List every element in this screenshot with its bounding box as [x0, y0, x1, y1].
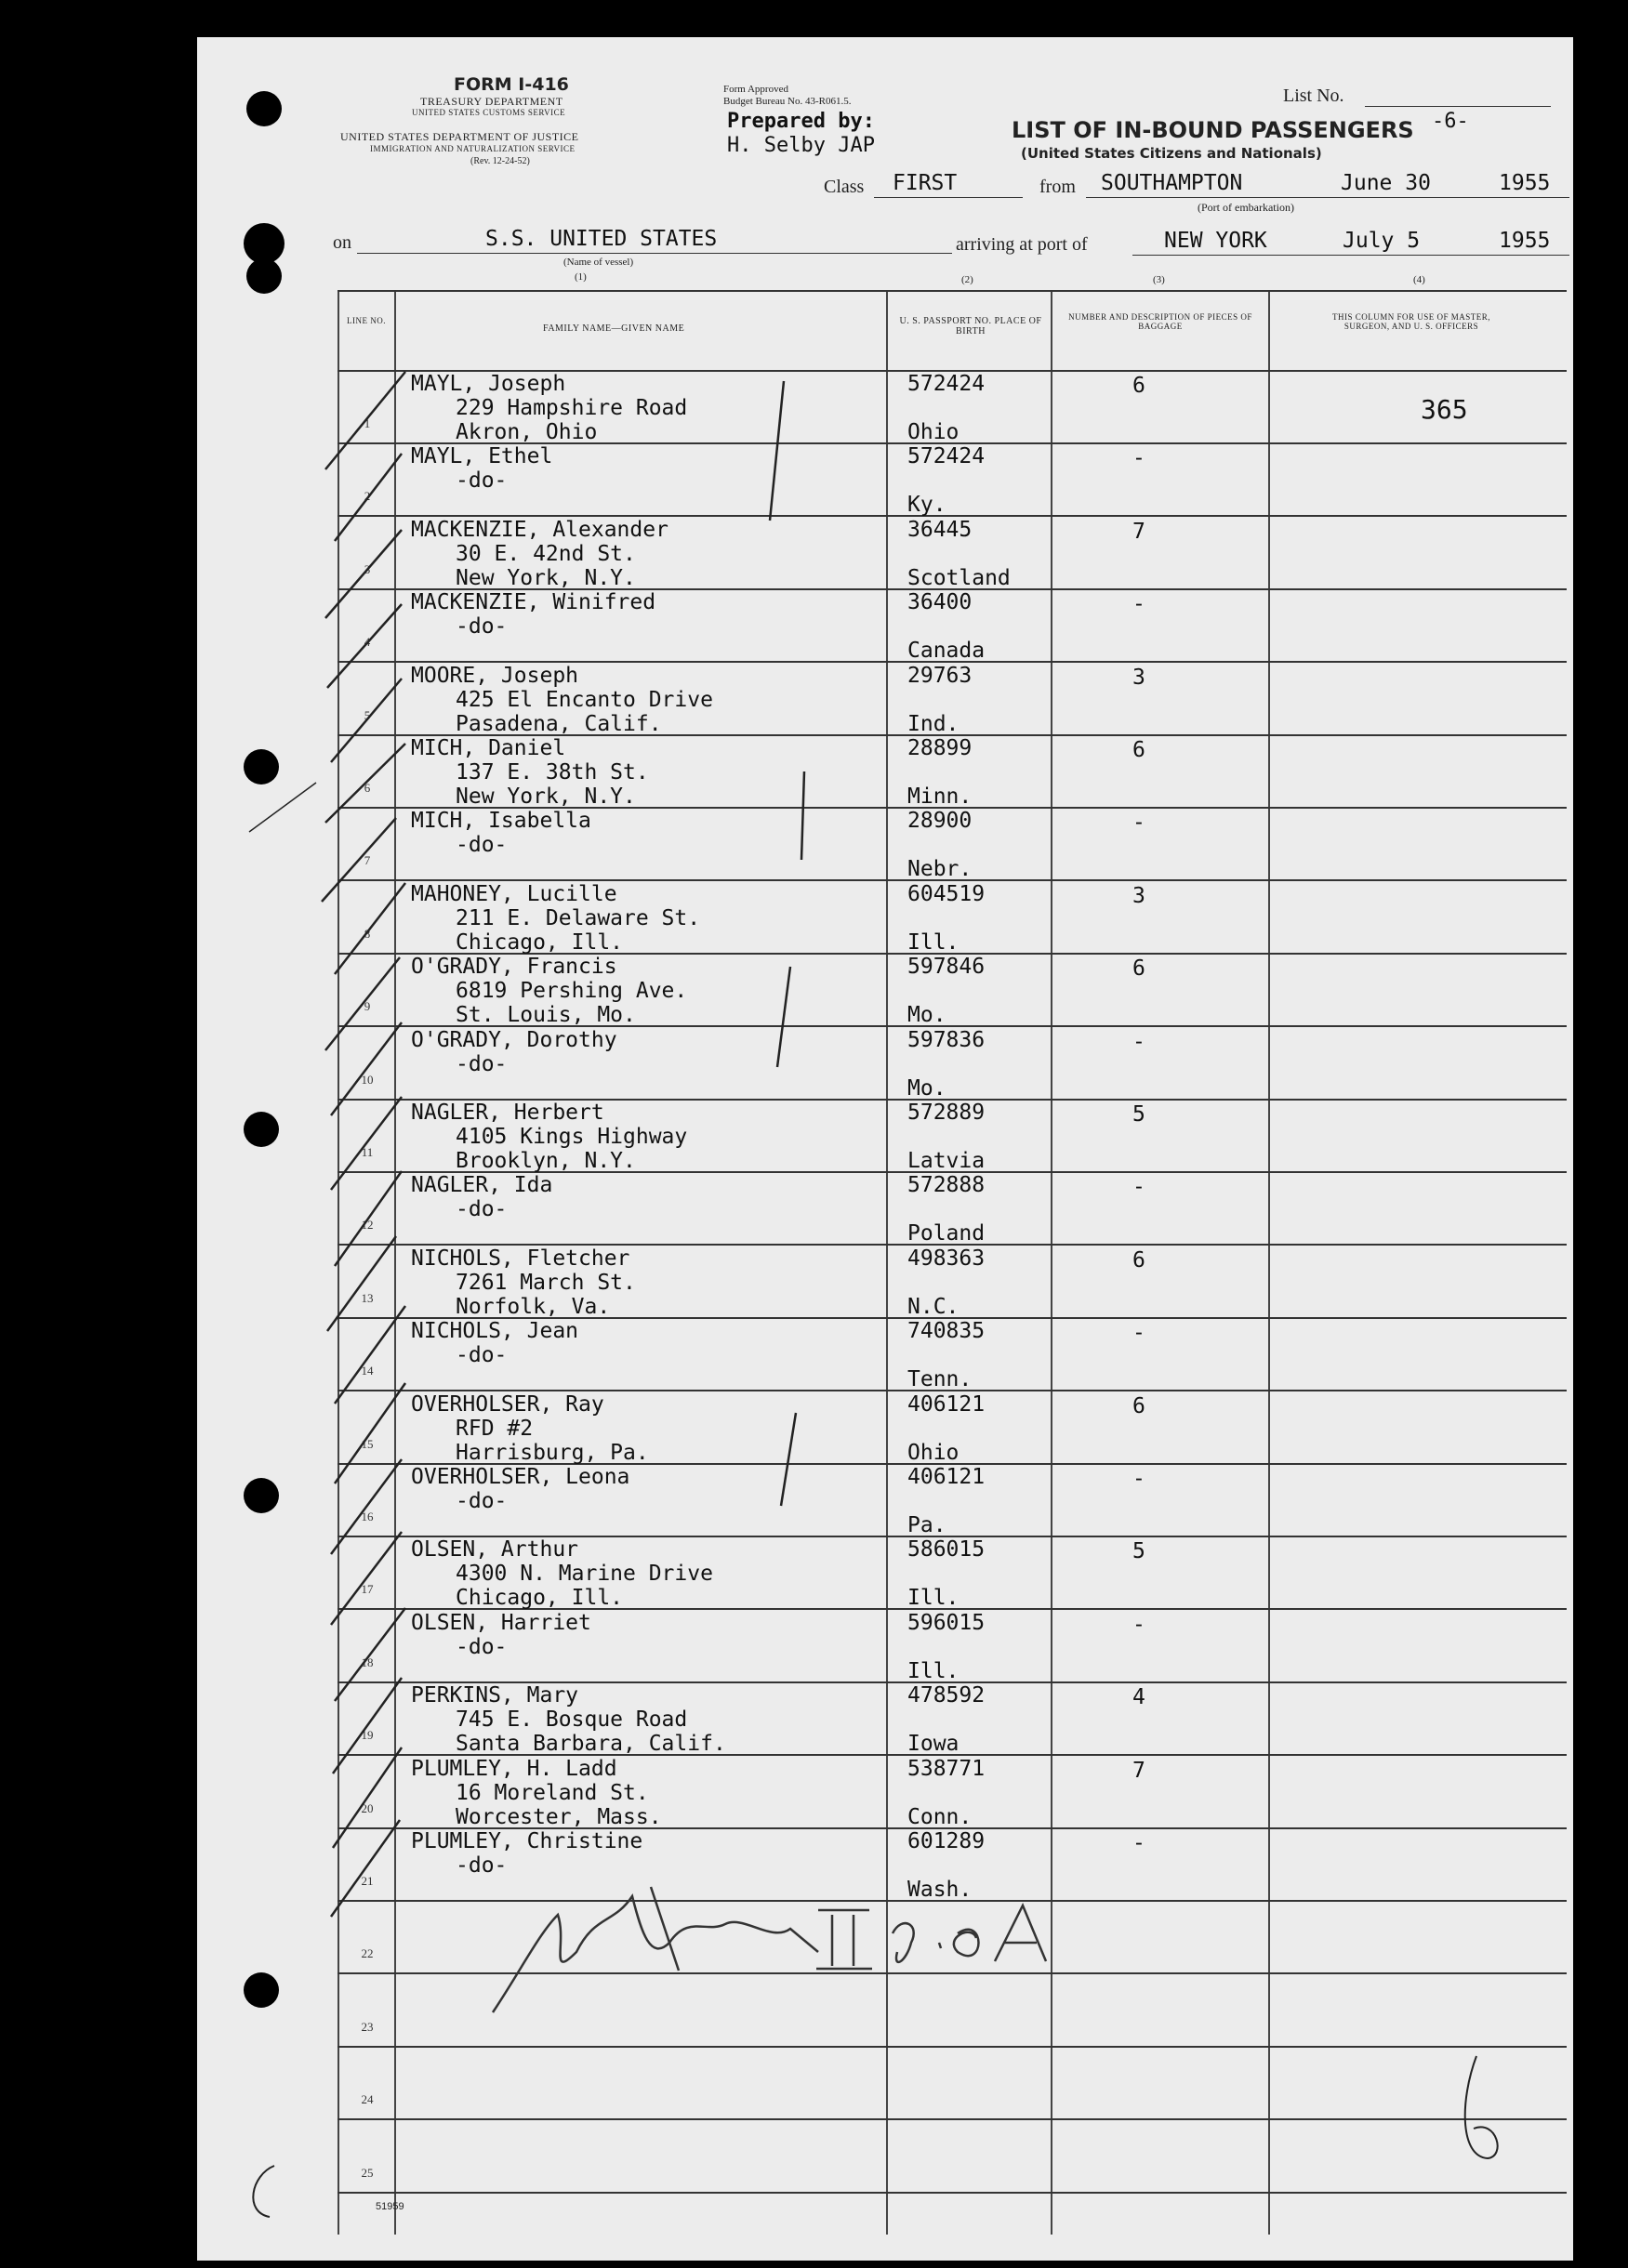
place-of-birth: Latvia — [907, 1149, 986, 1173]
baggage-count: - — [1132, 446, 1145, 470]
passenger-name: MAYL, Joseph — [411, 372, 566, 396]
passport-number: 572889 — [907, 1101, 986, 1125]
passenger-address-1: -do- — [456, 1197, 508, 1221]
place-of-birth: Mo. — [907, 1076, 946, 1101]
passenger-address-1: 211 E. Delaware St. — [456, 906, 701, 930]
arriving-label: arriving at port of — [956, 234, 1088, 255]
baggage-count: 6 — [1132, 1248, 1145, 1272]
line-number: 10 — [361, 1073, 374, 1087]
baggage-count: - — [1132, 1613, 1145, 1637]
passenger-name: NAGLER, Ida — [411, 1173, 553, 1197]
passenger-address-2: Chicago, Ill. — [456, 1586, 624, 1610]
passenger-name: NICHOLS, Jean — [411, 1319, 579, 1343]
passenger-address-2: Santa Barbara, Calif. — [456, 1732, 726, 1756]
passenger-address-1: 425 El Encanto Drive — [456, 688, 713, 712]
place-of-birth: Ill. — [907, 1586, 960, 1610]
col-divider-passport — [1051, 290, 1052, 2235]
vessel-caption: (Name of vessel) — [563, 257, 634, 268]
line-number: 19 — [361, 1728, 374, 1742]
passenger-name: NAGLER, Herbert — [411, 1101, 604, 1125]
passenger-address-2: Norfolk, Va. — [456, 1295, 611, 1319]
passenger-name: OVERHOLSER, Ray — [411, 1392, 604, 1417]
baggage-count: 3 — [1132, 884, 1145, 908]
line-number: 12 — [361, 1218, 374, 1232]
passenger-address-2: Worcester, Mass. — [456, 1805, 662, 1829]
place-of-birth: Ohio — [907, 1441, 960, 1465]
line-number: 25 — [361, 2166, 374, 2180]
passenger-name: O'GRADY, Francis — [411, 955, 617, 979]
on-label: on — [333, 232, 351, 253]
place-of-birth: Scotland — [907, 566, 1011, 590]
baggage-count: 6 — [1132, 956, 1145, 981]
place-of-birth: Wash. — [907, 1878, 973, 1902]
line-number: 17 — [361, 1582, 374, 1596]
punch-hole — [246, 258, 282, 294]
baggage-count: - — [1132, 1175, 1145, 1199]
passenger-address-1: -do- — [456, 1489, 508, 1513]
row-divider — [338, 515, 1567, 517]
col-divider-line — [394, 290, 396, 2235]
passenger-address-1: -do- — [456, 833, 508, 857]
arrival-date: July 5 — [1343, 229, 1421, 253]
from-label: from — [1039, 177, 1076, 197]
line-number: 22 — [361, 1946, 374, 1960]
passenger-address-1: 745 E. Bosque Road — [456, 1708, 688, 1732]
line-number: 20 — [361, 1801, 374, 1815]
passenger-name: MICH, Daniel — [411, 736, 566, 760]
passenger-name: PERKINS, Mary — [411, 1683, 579, 1708]
line-number: 18 — [361, 1655, 374, 1669]
place-of-birth: Nebr. — [907, 857, 973, 881]
passenger-address-1: 4105 Kings Highway — [456, 1125, 688, 1149]
list-no: -6- — [1432, 110, 1469, 133]
line-number: 21 — [361, 1874, 374, 1888]
passport-number: 572888 — [907, 1173, 986, 1197]
place-of-birth: Mo. — [907, 1003, 946, 1027]
passport-number: 28899 — [907, 736, 973, 760]
col-divider-name — [886, 290, 888, 2235]
line-number: 6 — [364, 781, 371, 795]
passenger-address-2: Akron, Ohio — [456, 420, 598, 444]
line-number: 4 — [364, 635, 371, 649]
baggage-count: - — [1132, 1321, 1145, 1345]
passenger-name: OVERHOLSER, Leona — [411, 1465, 630, 1489]
passenger-name: MICH, Isabella — [411, 809, 591, 833]
port-embark-caption: (Port of embarkation) — [1198, 201, 1294, 214]
table-top — [338, 290, 1567, 292]
passenger-name: PLUMLEY, Christine — [411, 1829, 643, 1853]
col-divider-baggage — [1268, 290, 1270, 2235]
form-number: FORM I-416 — [454, 74, 569, 95]
passenger-address-1: -do- — [456, 1052, 508, 1076]
place-of-birth: Ill. — [907, 1659, 960, 1683]
passenger-name: PLUMLEY, H. Ladd — [411, 1757, 617, 1781]
line-number: 3 — [364, 562, 371, 576]
punch-hole — [244, 1972, 279, 2008]
baggage-count: 6 — [1132, 374, 1145, 398]
passport-number: 36400 — [907, 590, 973, 614]
arrival-line — [1132, 255, 1569, 256]
passenger-address-2: New York, N.Y. — [456, 566, 636, 590]
passenger-address-1: 30 E. 42nd St. — [456, 542, 636, 566]
passport-number: 597846 — [907, 955, 986, 979]
passenger-name: MACKENZIE, Alexander — [411, 518, 668, 542]
header-name: FAMILY NAME—GIVEN NAME — [543, 323, 685, 334]
passenger-address-1: -do- — [456, 1343, 508, 1367]
line-number: 14 — [361, 1364, 374, 1378]
passenger-address-1: -do- — [456, 614, 508, 639]
embark-year: 1955 — [1499, 171, 1551, 195]
passenger-address-1: 229 Hampshire Road — [456, 396, 688, 420]
list-no-line — [1365, 106, 1551, 107]
passport-number: 406121 — [907, 1465, 986, 1489]
port-of-embarkation: SOUTHAMPTON — [1101, 171, 1243, 195]
punch-hole — [244, 749, 279, 785]
header-baggage: NUMBER AND DESCRIPTION OF PIECES OF BAGGAGE — [1068, 312, 1252, 331]
place-of-birth: Ill. — [907, 930, 960, 955]
col-num-2: (2) — [961, 274, 973, 285]
place-of-birth: Ohio — [907, 420, 960, 444]
form-approved: Form Approved — [723, 84, 788, 95]
dept-ins: IMMIGRATION AND NATURALIZATION SERVICE — [370, 144, 576, 153]
place-of-birth: Tenn. — [907, 1367, 973, 1391]
line-number: 1 — [364, 416, 371, 430]
header-passport: U. S. PASSPORT NO. PLACE OF BIRTH — [899, 316, 1042, 336]
passenger-address-2: Chicago, Ill. — [456, 930, 624, 955]
passenger-name: MAHONEY, Lucille — [411, 882, 617, 906]
col-num-3: (3) — [1153, 274, 1165, 285]
from-line — [1086, 197, 1569, 198]
place-of-birth: Conn. — [907, 1805, 973, 1829]
place-of-birth: Minn. — [907, 785, 973, 809]
line-number: 13 — [361, 1291, 374, 1305]
passenger-address-2: Pasadena, Calif. — [456, 712, 662, 736]
row-divider — [338, 2192, 1567, 2194]
passenger-name: OLSEN, Arthur — [411, 1537, 579, 1562]
passport-number: 29763 — [907, 664, 973, 688]
passenger-name: MAYL, Ethel — [411, 444, 553, 468]
place-of-birth: Pa. — [907, 1513, 946, 1537]
baggage-count: 3 — [1132, 666, 1145, 690]
baggage-count: 7 — [1132, 1759, 1145, 1783]
passenger-address-1: RFD #2 — [456, 1417, 534, 1441]
row-divider — [338, 2046, 1567, 2048]
passenger-name: O'GRADY, Dorothy — [411, 1028, 617, 1052]
passport-number: 604519 — [907, 882, 986, 906]
col-num-1: (1) — [575, 271, 587, 283]
passport-number: 740835 — [907, 1319, 986, 1343]
embark-date: June 30 — [1341, 171, 1431, 195]
line-number: 7 — [364, 853, 371, 867]
punch-hole — [246, 91, 282, 126]
line-number: 9 — [364, 999, 371, 1013]
place-of-birth: Canada — [907, 639, 986, 663]
form-subtitle: (United States Citizens and Nationals) — [1021, 145, 1322, 162]
passport-number: 586015 — [907, 1537, 986, 1562]
form-revision: (Rev. 12-24-52) — [470, 156, 530, 166]
list-no-label: List No. — [1283, 86, 1344, 106]
place-of-birth: N.C. — [907, 1295, 960, 1319]
header-officers: THIS COLUMN FOR USE OF MASTER, SURGEON, AND U. S. OFFICERS — [1331, 312, 1491, 331]
passenger-name: MACKENZIE, Winifred — [411, 590, 656, 614]
arrival-year: 1955 — [1499, 229, 1551, 253]
passenger-address-1: -do- — [456, 1853, 508, 1878]
passport-number: 406121 — [907, 1392, 986, 1417]
passport-number: 498363 — [907, 1246, 986, 1271]
passenger-address-2: Harrisburg, Pa. — [456, 1441, 649, 1465]
baggage-count: 6 — [1132, 1394, 1145, 1418]
baggage-count: - — [1132, 811, 1145, 835]
row-divider — [338, 2118, 1567, 2120]
officer-note: 365 — [1421, 394, 1468, 425]
passenger-address-1: 16 Moreland St. — [456, 1781, 649, 1805]
line-number: 2 — [364, 489, 371, 503]
passport-number: 597836 — [907, 1028, 986, 1052]
passenger-name: OLSEN, Harriet — [411, 1611, 591, 1635]
passenger-address-1: 6819 Pershing Ave. — [456, 979, 688, 1003]
passenger-address-1: 137 E. 38th St. — [456, 760, 649, 785]
table-border-left — [338, 290, 339, 2235]
budget-bureau: Budget Bureau No. 43-R061.5. — [723, 96, 852, 107]
row-divider — [338, 1972, 1567, 1974]
passport-number: 572424 — [907, 444, 986, 468]
baggage-count: - — [1132, 592, 1145, 616]
line-number: 8 — [364, 927, 371, 941]
passenger-address-2: New York, N.Y. — [456, 785, 636, 809]
place-of-birth: Ky. — [907, 493, 946, 517]
line-number: 15 — [361, 1437, 374, 1451]
dept-customs: UNITED STATES CUSTOMS SERVICE — [412, 108, 566, 117]
class-value: FIRST — [893, 171, 958, 195]
passenger-address-1: 7261 March St. — [456, 1271, 636, 1295]
dept-treasury: TREASURY DEPARTMENT — [420, 95, 563, 108]
dept-justice: UNITED STATES DEPARTMENT OF JUSTICE — [340, 130, 579, 143]
line-number: 23 — [361, 2020, 374, 2034]
arrival-port: NEW YORK — [1164, 229, 1267, 253]
place-of-birth: Poland — [907, 1221, 986, 1246]
passport-number: 596015 — [907, 1611, 986, 1635]
form-footer-number: 51959 — [376, 2201, 404, 2212]
prepared-by: H. Selby JAP — [727, 134, 875, 157]
line-number: 24 — [361, 2092, 374, 2106]
line-number: 11 — [361, 1145, 374, 1159]
passport-number: 601289 — [907, 1829, 986, 1853]
passport-number: 572424 — [907, 372, 986, 396]
baggage-count: - — [1132, 1030, 1145, 1054]
passport-number: 36445 — [907, 518, 973, 542]
prepared-by-label: Prepared by: — [727, 110, 875, 133]
baggage-count: - — [1132, 1831, 1145, 1855]
passenger-address-1: -do- — [456, 1635, 508, 1659]
line-number: 16 — [361, 1510, 374, 1523]
baggage-count: - — [1132, 1467, 1145, 1491]
passenger-address-2: Brooklyn, N.Y. — [456, 1149, 636, 1173]
line-number: 5 — [364, 708, 371, 722]
baggage-count: 5 — [1132, 1102, 1145, 1127]
passport-number: 28900 — [907, 809, 973, 833]
passport-number: 478592 — [907, 1683, 986, 1708]
col-num-4: (4) — [1413, 274, 1425, 285]
baggage-count: 4 — [1132, 1685, 1145, 1709]
passenger-name: MOORE, Joseph — [411, 664, 579, 688]
baggage-count: 5 — [1132, 1539, 1145, 1563]
class-label: Class — [824, 177, 865, 197]
baggage-count: 7 — [1132, 520, 1145, 544]
passenger-address-1: 4300 N. Marine Drive — [456, 1562, 713, 1586]
baggage-count: 6 — [1132, 738, 1145, 762]
punch-hole — [244, 1478, 279, 1513]
passenger-address-1: -do- — [456, 468, 508, 493]
vessel-line — [357, 253, 952, 254]
passenger-address-2: St. Louis, Mo. — [456, 1003, 636, 1027]
place-of-birth: Iowa — [907, 1732, 960, 1756]
punch-hole — [244, 1112, 279, 1147]
form-title: LIST OF IN-BOUND PASSENGERS — [1012, 117, 1414, 143]
place-of-birth: Ind. — [907, 712, 960, 736]
header-line-no: LINE NO. — [347, 316, 386, 325]
class-line — [874, 197, 1023, 198]
passport-number: 538771 — [907, 1757, 986, 1781]
vessel-name: S.S. UNITED STATES — [485, 227, 718, 251]
passenger-name: NICHOLS, Fletcher — [411, 1246, 630, 1271]
